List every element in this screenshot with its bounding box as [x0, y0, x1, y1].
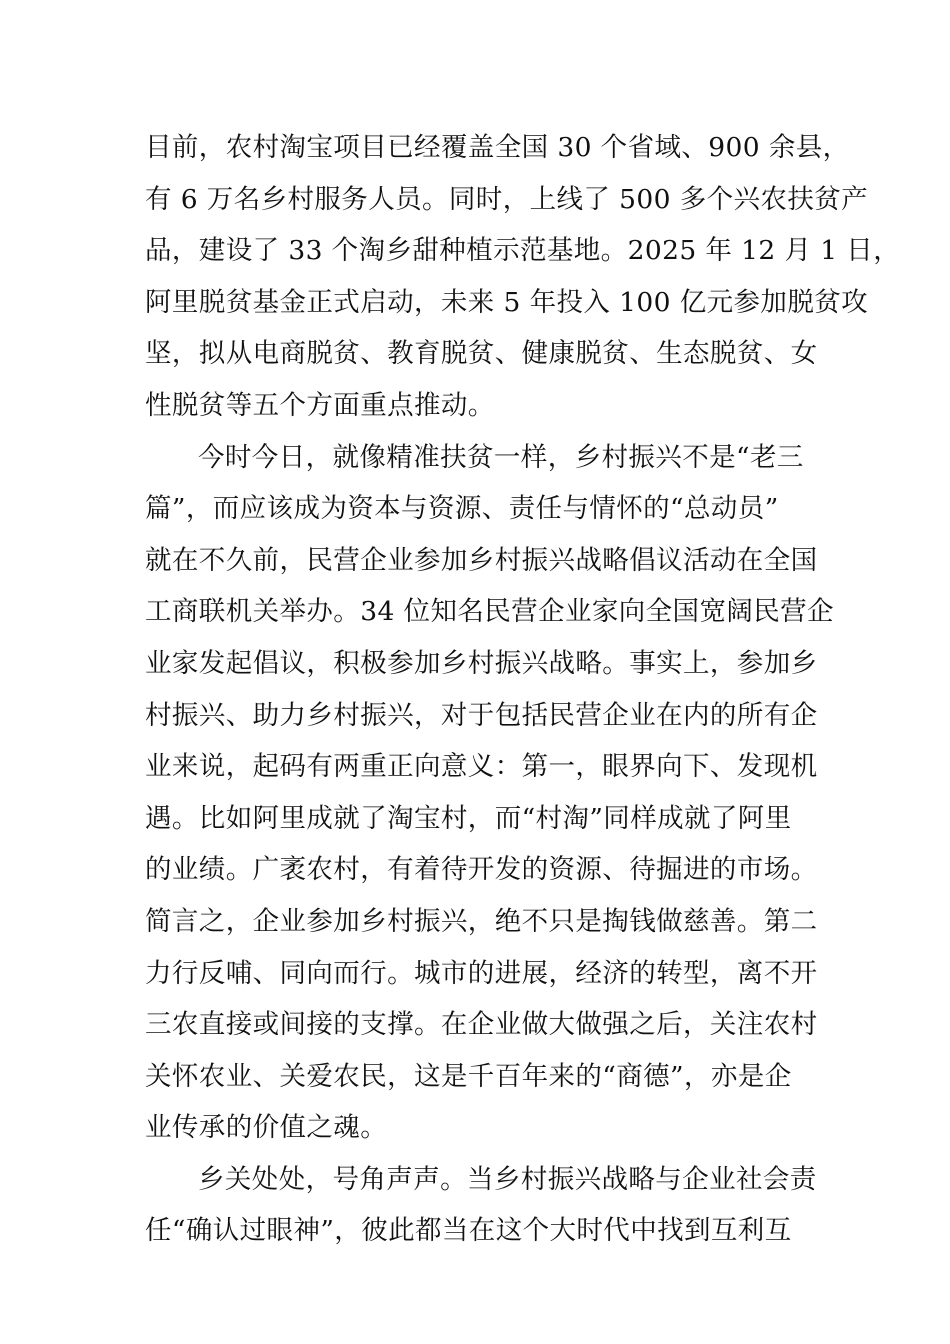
- paragraph-1: [145, 122, 901, 432]
- text-line: 阿里脱贫基金正式启动，未来 5 年投入 100 亿元参加脱贫攻: [145, 286, 869, 318]
- text-line: 就在不久前，民营企业参加乡村振兴战略倡议活动在全国: [145, 544, 818, 576]
- text-line: 有 6 万名乡村服务人员。同时，上线了 500 多个兴农扶贫产: [145, 183, 869, 215]
- text-line: 性脱贫等五个方面重点推动。: [145, 389, 495, 421]
- text-line: 关怀农业、关爱农民，这是千百年来的“商德”，亦是企: [145, 1060, 792, 1092]
- text-line: 篇”，而应该成为资本与资源、责任与情怀的“总动员”: [145, 493, 779, 525]
- text-line: 任“确认过眼神”，彼此都当在这个大时代中找到互利互: [145, 1215, 792, 1247]
- text-line: 遇。比如阿里成就了淘宝村，而“村淘”同样成就了阿里: [145, 802, 792, 834]
- text-line: 力行反哺、同向而行。城市的进展，经济的转型，离不开: [145, 957, 818, 989]
- paragraph-2: [145, 432, 834, 1154]
- text-line: 目前，农村淘宝项目已经覆盖全国 30 个省域、900 余县，: [145, 132, 850, 163]
- text-line: 工商联机关举办。34 位知名民营企业家向全国宽阔民营企: [145, 596, 834, 628]
- text-line: 的业绩。广袤农村，有着待开发的资源、待掘进的市场。: [145, 854, 818, 886]
- text-line: 乡关处处，号角声声。当乡村振兴战略与企业社会责: [198, 1163, 817, 1195]
- text-line: 业来说，起码有两重正向意义：第一，眼界向下、发现机: [145, 751, 818, 783]
- text-line: 坚，拟从电商脱贫、教育脱贫、健康脱贫、生态脱贫、女: [145, 338, 818, 370]
- text-line: 村振兴、助力乡村振兴，对于包括民营企业在内的所有企: [145, 699, 818, 731]
- text-line: 三农直接或间接的支撑。在企业做大做强之后，关注农村: [145, 1009, 818, 1041]
- text-line: 业传承的价值之魂。: [145, 1112, 388, 1144]
- text-line: 今时今日，就像精准扶贫一样，乡村振兴不是“老三: [198, 441, 804, 473]
- text-line: 简言之，企业参加乡村振兴，绝不只是掏钱做慈善。第二: [145, 905, 818, 937]
- text-line: 品，建设了 33 个淘乡甜种植示范基地。2025 年 12 月 1 日，: [145, 235, 901, 267]
- paragraph-3: [145, 1154, 825, 1257]
- text-line: 业家发起倡议，积极参加乡村振兴战略。事实上，参加乡: [145, 647, 818, 679]
- document-body: [145, 122, 901, 1257]
